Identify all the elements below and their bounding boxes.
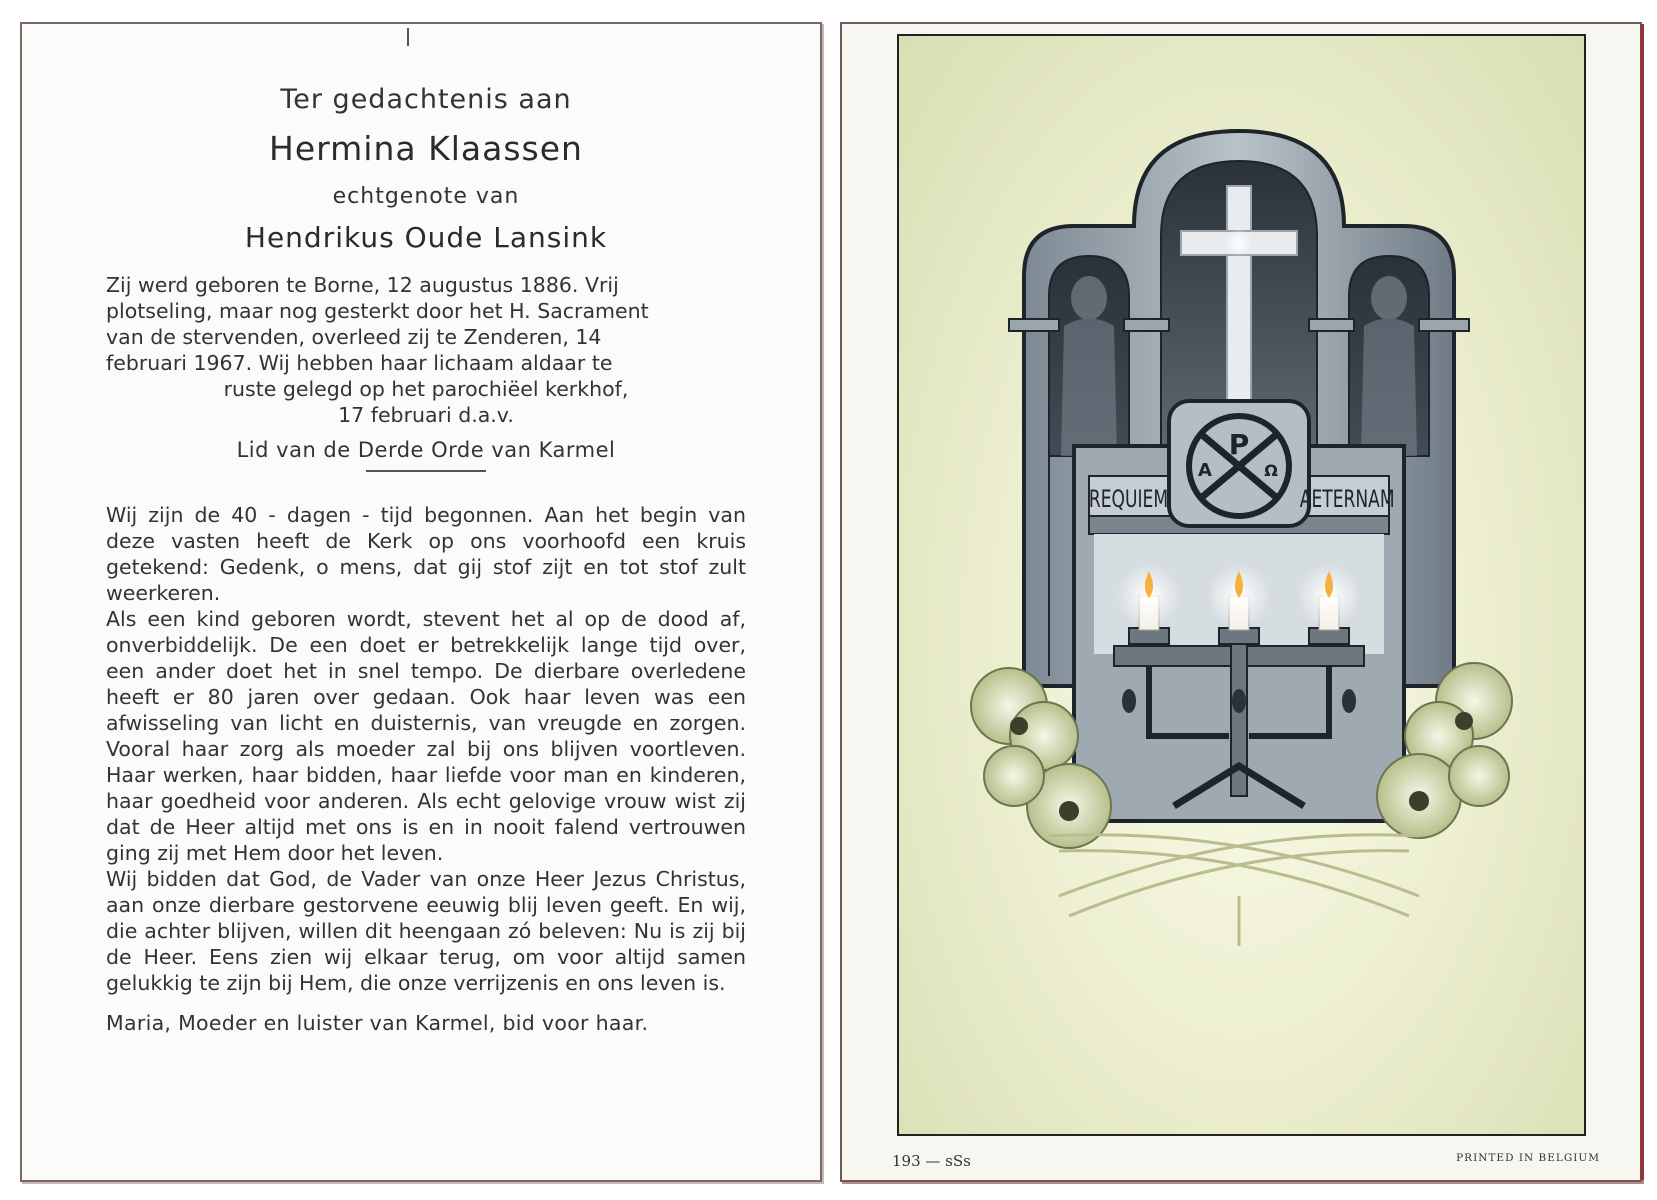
paragraph: Wij bidden dat God, de Vader van onze Heer Jezus Christus, aan onze dierbare gestorvene eeuwig blij leven geeft. En wij, die achter blijven, willen dit heengaan zó beleven: Nu is zij bij de Heer. Eens zien wij elkaar terug, om voor altijd samen gelukkig te zijn bij Hem, die onze verrijzenis en ons leven is. [106,867,746,995]
memorial-picture-card [840,22,1642,1182]
altar-illustration [899,36,1584,1134]
devotional-illustration [897,34,1586,1136]
paragraph: Als een kind geboren wordt, stevent het al op de dood af, onverbiddelijk. De een doet er betrekkelijk lange tijd over, een ander doet het in snel tempo. De dierbare overledene heeft er 80 jaren over gedaan. Ook haar leven was een afwisseling van licht en duisternis, van vreugde en zorgen. Vooral haar zorg als moeder zal bij ons blijven voortleven. Haar werken, haar bidden, haar liefde voor man en kinderen, haar goedheid voor anderen. Als echt gelovige vrouw wist zij dat de Heer altijd met ons is en in nooit falend vertrouwen ging zij met Hem door het leven. [106,607,746,865]
omega-symbol: Ω [1264,461,1278,480]
candle-flames [1117,564,1361,630]
wheat-ears [1049,835,1419,946]
fold-mark [407,28,409,46]
meditation-text [106,502,746,996]
membership: Lid van de Derde Orde van Karmel [236,438,616,462]
printer-mark: PRINTED IN BELGIUM [1456,1152,1600,1164]
bio-line: plotseling, maar nog gesterkt door het H. Sacrament [106,299,649,323]
bio-line: februari 1967. Wij hebben haar lichaam aldaar te [106,351,613,375]
divider-line [366,470,486,472]
bio-line: Zij werd geboren te Borne, 12 augustus 1886. Vrij [106,273,619,297]
biography [106,272,746,428]
inscription-right: AETERNAM [1299,485,1395,513]
alpha-symbol: A [1198,460,1212,481]
bio-line: ruste gelegd op het parochiëel kerkhof, [223,377,629,401]
closing-prayer: Maria, Moeder en luister van Karmel, bid voor haar. [106,1011,649,1035]
chi-rho-symbol: P [1228,428,1250,461]
memorial-text-card [20,22,822,1182]
burial-date: 17 februari d.a.v. [338,403,514,427]
card-edge [1640,24,1644,1180]
card-number: 193 — sSs [892,1152,971,1170]
paragraph: Wij zijn de 40 - dagen - tijd begonnen. Aan het begin van deze vasten heeft de Kerk op ons voorhoofd een kruis getekend: Gedenk, o mens, dat gij stof zijt en tot stof zult weerkeren. [106,503,746,605]
spouse-intro: echtgenote van [332,184,520,209]
inscription-left: REQUIEM [1088,485,1169,513]
spouse-name: Hendrikus Oude Lansink [244,221,608,254]
intro-line: Ter gedachtenis aan [280,84,572,115]
memorial-text [106,62,746,1036]
bio-line: van de stervenden, overleed zij te Zenderen, 14 [106,325,602,349]
chi-rho-medallion [1169,401,1309,526]
deceased-name: Hermina Klaassen [269,129,583,168]
